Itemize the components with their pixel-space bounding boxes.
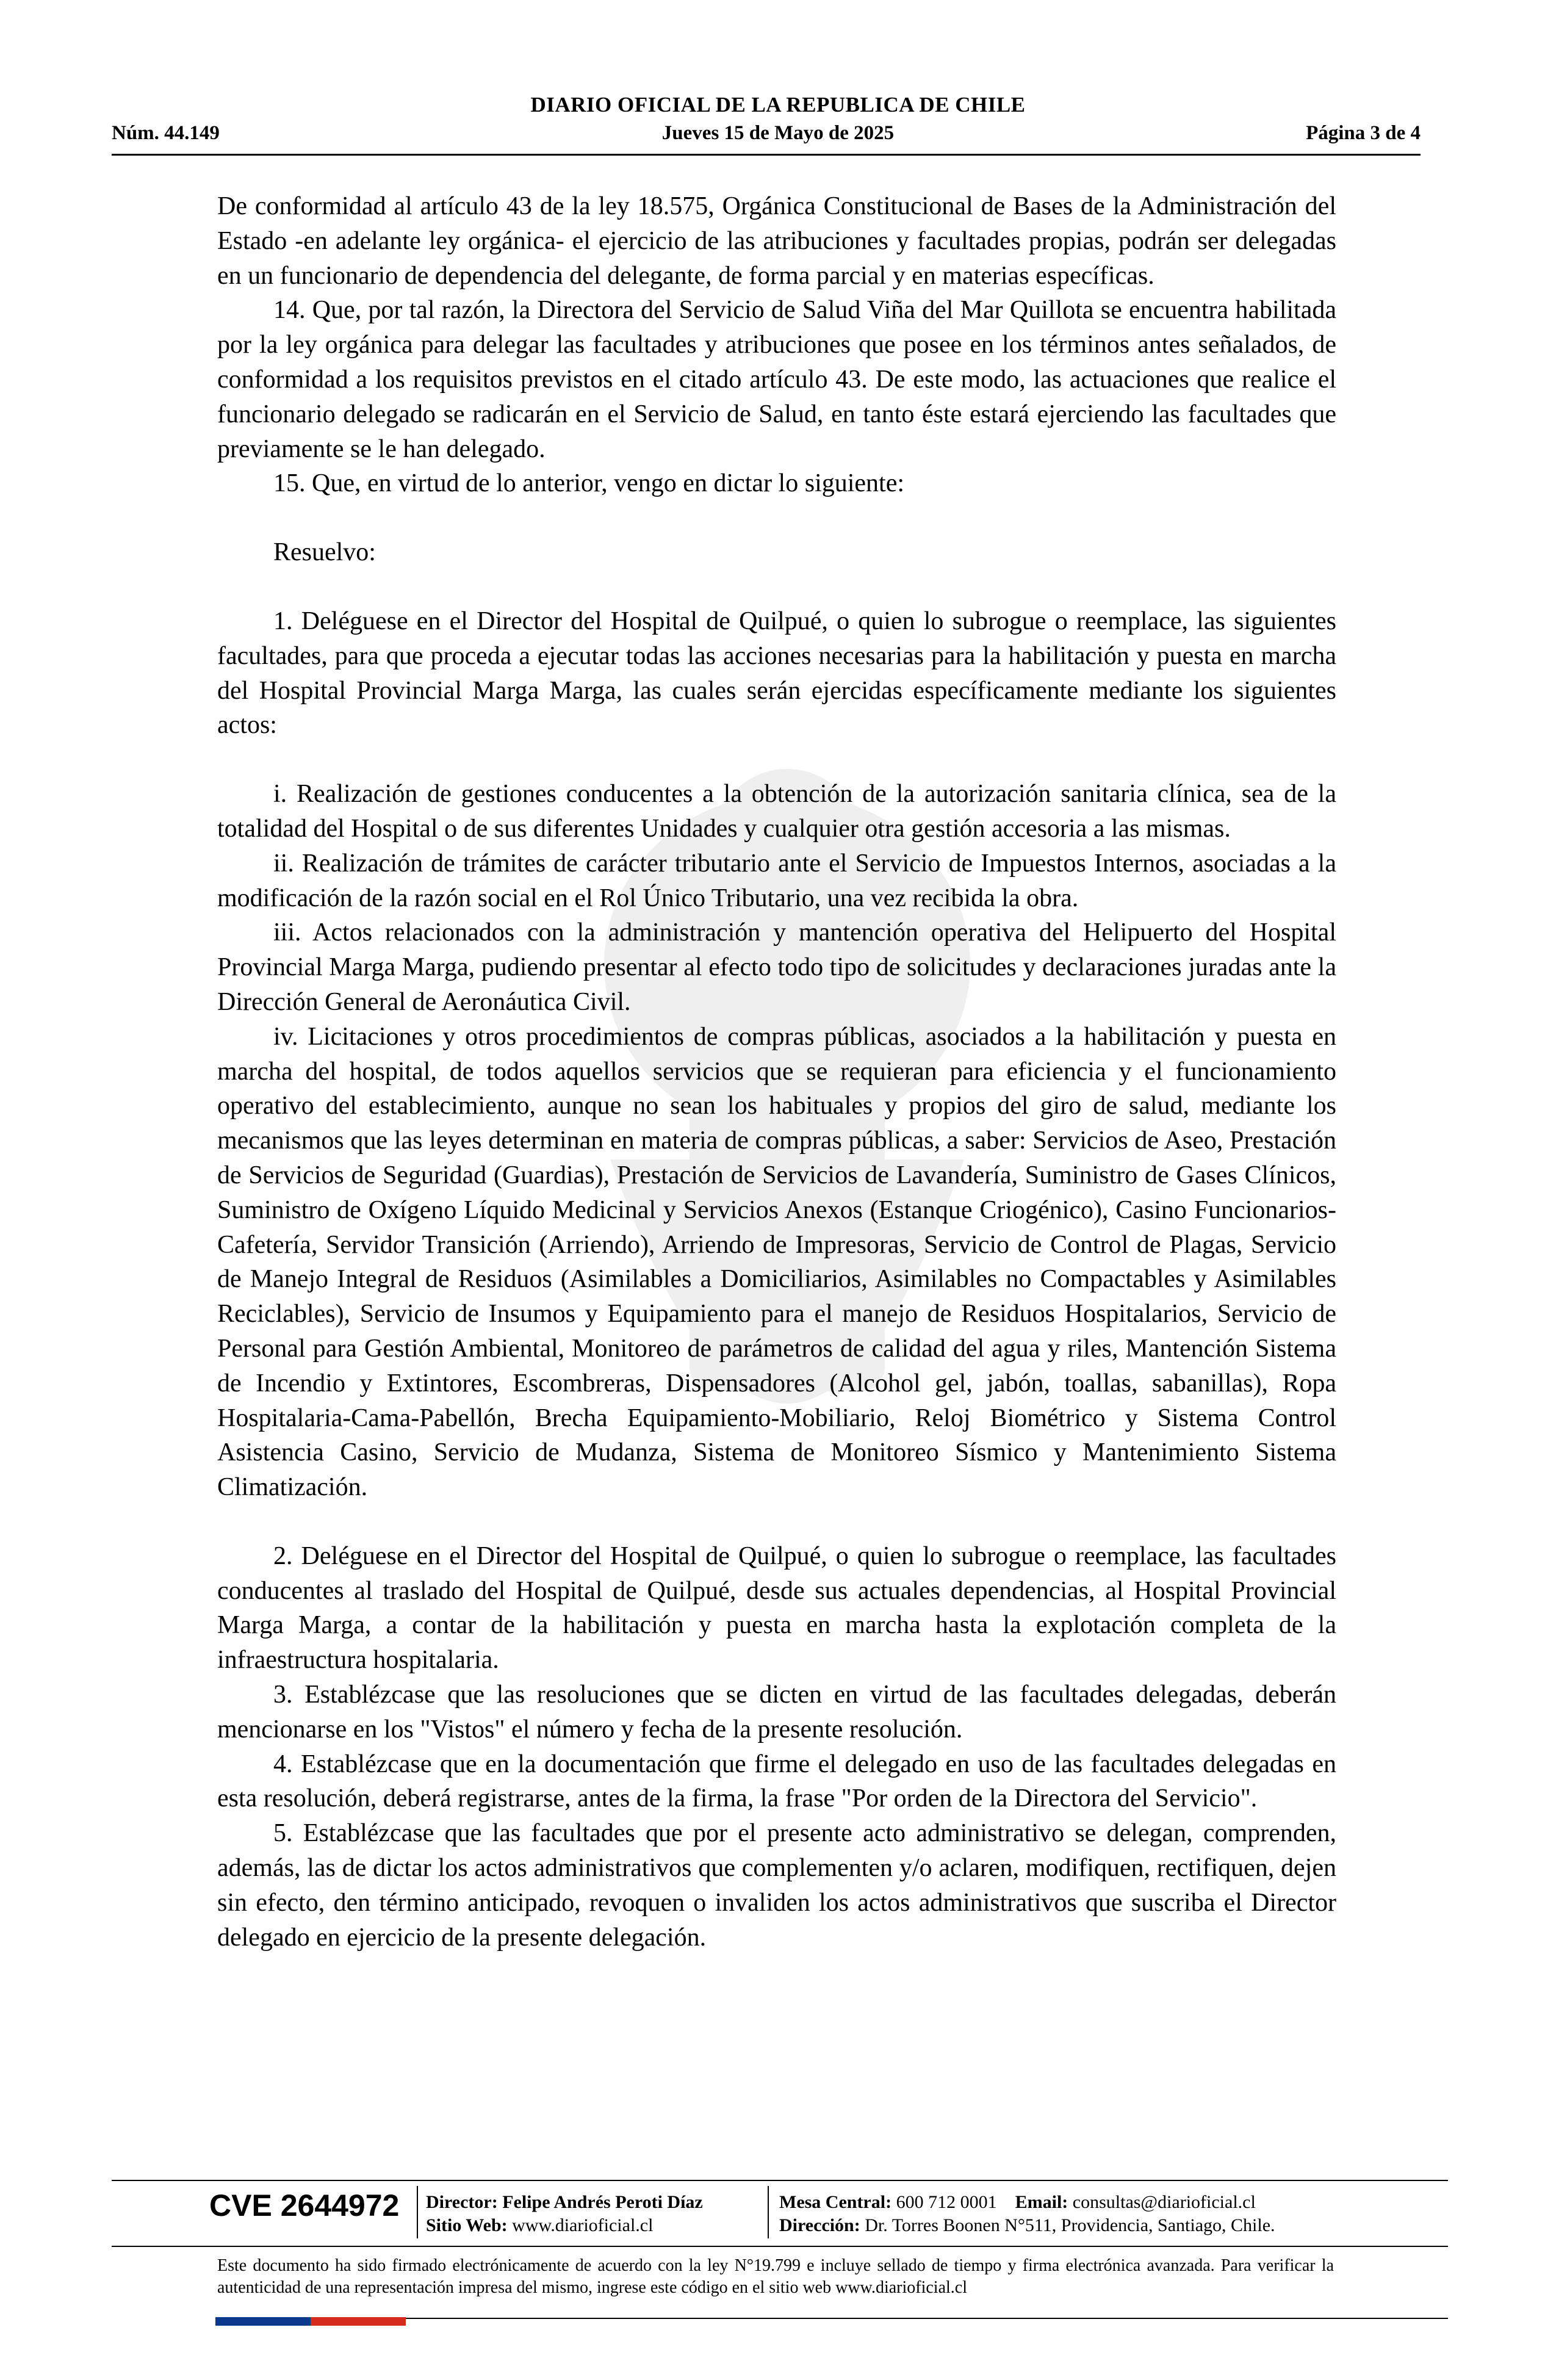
resolution-1-i: i. Realización de gestiones conducentes a la obtención de la autorización sanitaria clínica, sea de la totalidad del Hospital o de sus diferentes Unidades y cualquier otra gestión accesoria a las mismas. [217, 780, 1336, 843]
footer-director-block [426, 2191, 703, 2237]
website-link[interactable]: www.diarioficial.cl [512, 2215, 654, 2235]
paragraph-14: 14. Que, por tal razón, la Directora del Servicio de Salud Viña del Mar Quillota se encuentra habilitada por la ley orgánica para delegar las facultades y atribuciones que posee en los términos antes señalados, de conformidad a los requisitos previstos en el citado artículo 43. De este modo, las actuaciones que realice el funcionario delegado se radicarán en el Servicio de Salud, en tanto éste estará ejerciendo las facultades que previamente se le han delegado. [217, 296, 1336, 463]
resolution-5: 5. Establézcase que las facultades que por el presente acto administrativo se delegan, comprenden, además, las de dictar los actos administrativos que complementen y/o aclaren, modifiquen, rectifiquen, dejen sin efecto, den término anticipado, revoquen o invaliden los actos administrativos que suscriba el Director delegado en ejercicio de la presente delegación. [217, 1819, 1336, 1952]
director-label: Director: Felipe Andrés Peroti Díaz [426, 2192, 703, 2212]
flag-stripe-red [311, 2317, 406, 2326]
resolution-3: 3. Establézcase que las resoluciones que se dicten en virtud de las facultades delegadas, deberán mencionarse en los "Vistos" el número y fecha de la presente resolución. [217, 1681, 1336, 1744]
document-body [217, 189, 1336, 1955]
resolution-1-iii: iii. Actos relacionados con la administración y mantención operativa del Helipuerto del Hospital Provincial Marga Marga, pudiendo presentar al efecto todo tipo de solicitudes y declaraciones juradas ante la Dirección General de Aeronáutica Civil. [217, 918, 1336, 1016]
page-number: Página 3 de 4 [1306, 122, 1421, 144]
electronic-signature-note: Este documento ha sido firmado electrónicamente de acuerdo con la ley N°19.799 e incluye sellado de tiempo y firma electrónica avanzada. Para verificar la autenticidad de una representación impresa del mismo, ingrese este código en el sitio web www.diarioficial.cl [217, 2256, 1334, 2297]
resolution-1-iv: iv. Licitaciones y otros procedimientos de compras públicas, asociados a la habilitación y puesta en marcha del hospital, de todos aquellos servicios que se requieran para eficiencia y el funcionamiento operativo del establecimiento, aunque no sean los habituales y propios del giro de salud, mediante los mecanismos que las leyes determinan en materia de compras públicas, a saber: Servicios de Aseo, Prestación de Servicios de Seguridad (Guardias), Prestación de Servicios de Lavandería, Suministro de Gases Clínicos, Suministro de Oxígeno Líquido Medicinal y Servicios Anexos (Estanque Criogénico), Casino Funcionarios-Cafetería, Servidor Transición (Arriendo), Arriendo de Impresoras, Servicio de Control de Plagas, Servicio de Manejo Integral de Residuos (Asimilables a Domiciliarios, Asimilables no Compactables y Asimilables Reciclables), Servicio de Insumos y Equipamiento para el manejo de Residuos Hospitalarios, Servicio de Personal para Gestión Ambiental, Monitoreo de parámetros de calidad del agua y riles, Mantención Sistema de Incendio y Extintores, Escombreras, Dispensadores (Alcohol gel, jabón, toallas, sabanillas), Ropa Hospitalaria-Cama-Pabellón, Brecha Equipamiento-Mobiliario, Reloj Biométrico y Sistema Control Asistencia Casino, Servicio de Mudanza, Sistema de Monitoreo Sísmico y Mantenimiento Sistema Climatización. [217, 1022, 1336, 1502]
paragraph-article-43: De conformidad al artículo 43 de la ley 18.575, Orgánica Constitucional de Bases de la Administración del Estado -en adelante ley orgánica- el ejercicio de las atribuciones y facultades propias, podrán ser delegadas en un funcionario de dependencia del delegante, de forma parcial y en materias específicas. [217, 192, 1336, 290]
newspaper-title: DIARIO OFICIAL DE LA REPUBLICA DE CHILE [530, 93, 1026, 117]
address-value: Dr. Torres Boonen N°511, Providencia, Santiago, Chile. [865, 2215, 1275, 2235]
mesa-central-label: Mesa Central: [779, 2192, 892, 2212]
email-link[interactable]: consultas@diarioficial.cl [1072, 2192, 1256, 2212]
footer-separator [417, 2186, 418, 2238]
footer-divider-middle [112, 2246, 1448, 2247]
cve-code: CVE 2644972 [209, 2188, 400, 2223]
footer-contact-block [779, 2191, 1275, 2237]
resolution-4: 4. Establézcase que en la documentación que firme el delegado en uso de las facultades delegadas en esta resolución, deberá registrarse, antes de la firma, la frase "Por orden de la Directora del Servicio". [217, 1750, 1336, 1813]
mesa-central-value: 600 712 0001 [896, 2192, 997, 2212]
resolution-2: 2. Deléguese en el Director del Hospital de Quilpué, o quien lo subrogue o reemplace, las facultades conducentes al traslado del Hospital de Quilpué, desde sus actuales dependencias, al Hospital Provincial Marga Marga, a contar de la habilitación y puesta en marcha hasta la explotación completa de la infraestructura hospitalaria. [217, 1542, 1336, 1675]
resuelvo-heading: Resuelvo: [273, 538, 376, 567]
issue-date: Jueves 15 de Mayo de 2025 [661, 122, 895, 144]
resolution-1-ii: ii. Realización de trámites de carácter tributario ante el Servicio de Impuestos Internos, asociadas a la modificación de la razón social en el Rol Único Tributario, una vez recibida la obra. [217, 849, 1336, 912]
footer-separator [768, 2186, 769, 2238]
header-divider [112, 154, 1421, 156]
address-label: Dirección: [779, 2215, 860, 2235]
paragraph-15: 15. Que, en virtud de lo anterior, vengo en dictar lo siguiente: [273, 469, 905, 498]
flag-stripe-blue [215, 2317, 311, 2326]
website-label: Sitio Web: [426, 2215, 508, 2235]
issue-number: Núm. 44.149 [112, 122, 220, 144]
resolution-1: 1. Deléguese en el Director del Hospital de Quilpué, o quien lo subrogue o reemplace, las siguientes facultades, para que proceda a ejecutar todas las acciones necesarias para la habilitación y puesta en marcha del Hospital Provincial Marga Marga, las cuales serán ejercidas específicamente mediante los siguientes actos: [217, 607, 1336, 740]
footer-divider-bottom [406, 2318, 1448, 2319]
flag-stripe [215, 2317, 406, 2326]
email-label: Email: [1015, 2192, 1068, 2212]
footer-divider-top [112, 2180, 1448, 2181]
